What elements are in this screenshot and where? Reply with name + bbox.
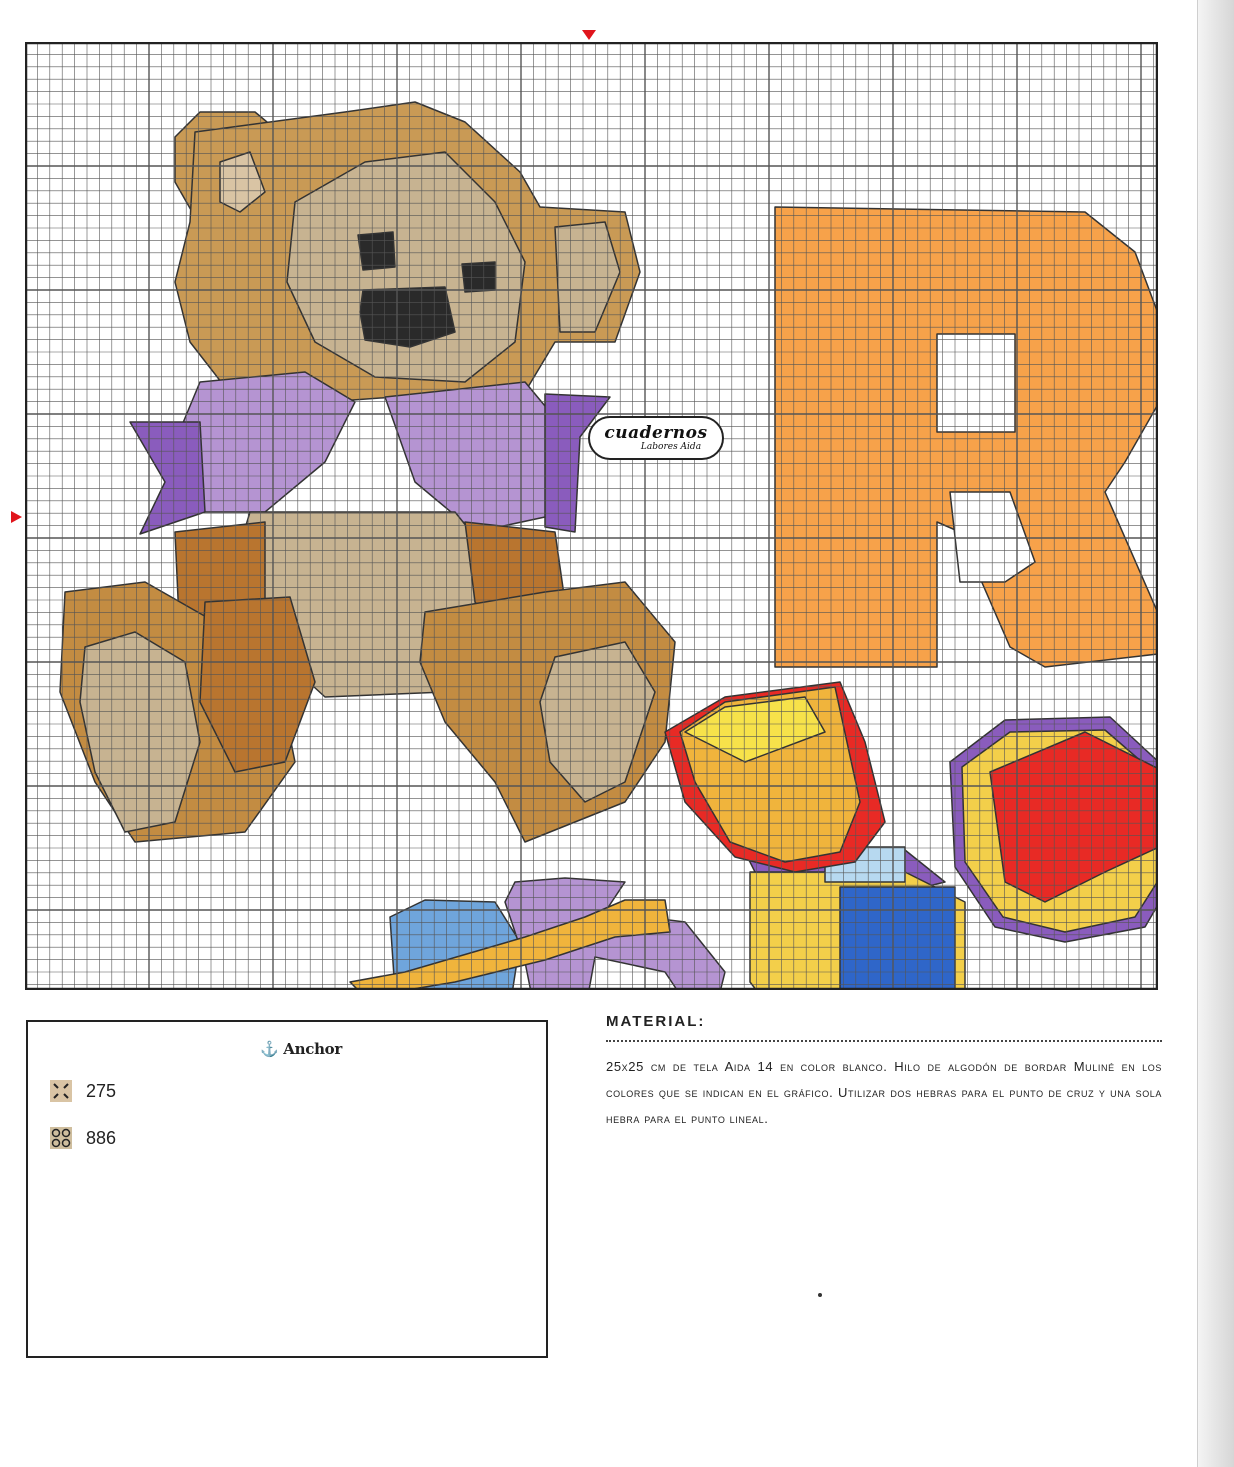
color-legend (26, 1020, 548, 1358)
stray-dot (818, 1293, 822, 1297)
bear-eye-right (462, 262, 495, 292)
center-marker-top (582, 30, 596, 40)
logo-main-text: cuadernos (604, 422, 708, 443)
legend-swatch-icon (50, 1127, 72, 1149)
cuadernos-logo (588, 416, 724, 460)
material-title: MATERIAL: (606, 1013, 1162, 1042)
legend-code: 886 (86, 1127, 117, 1148)
material-body: 25x25 cm de tela Aida 14 en color blanco. Hilo de algodón de bordar Muliné en los colores que se indican en el gráfico. Utilizar dos hebras para el punto de cruz y una sola hebra para el punto lineal. (606, 1059, 1162, 1126)
stitch-grid (25, 42, 1158, 990)
logo-sub-text: Labores Aida (640, 441, 702, 452)
legend-code: 275 (86, 1080, 117, 1101)
material-section (606, 1013, 1162, 1132)
legend-swatch-icon (50, 1080, 72, 1102)
center-marker-left (11, 511, 22, 523)
legend-item (50, 1127, 116, 1149)
page-edge (1197, 0, 1234, 1467)
bear-eye-left (358, 232, 395, 270)
anchor-brand: ⚓ Anchor (260, 1040, 342, 1058)
block-blue (840, 887, 955, 990)
cross-stitch-chart (25, 42, 1158, 990)
letter-r-hole (937, 334, 1015, 432)
legend-item (50, 1080, 116, 1102)
